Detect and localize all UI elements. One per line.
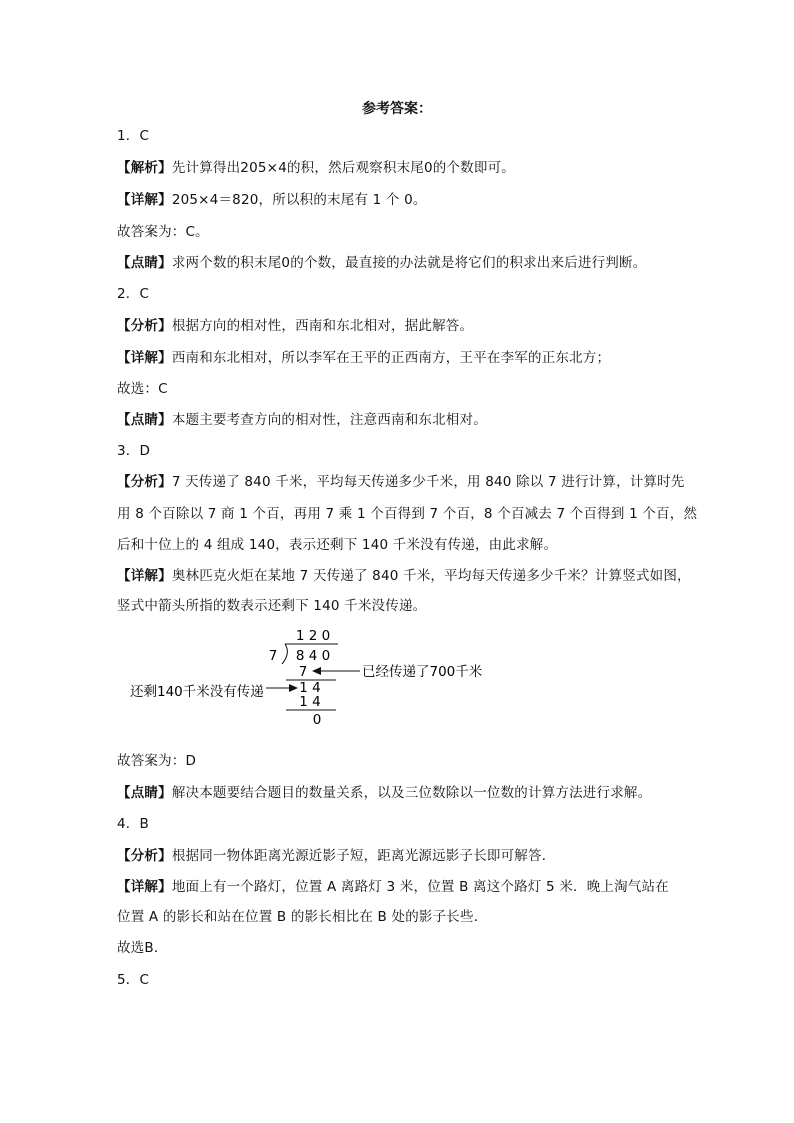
- label-transferred: 已经传递了700千米: [362, 664, 483, 680]
- detail-tag: 【详解】: [117, 879, 172, 895]
- detail-tag: 【详解】: [117, 568, 172, 584]
- q2-comment: [117, 408, 487, 428]
- q2-analysis: [117, 314, 473, 334]
- q3-analysis-line-2: 用 8 个百除以 7 商 1 个百，再用 7 乘 1 个百得到 7 个百，8 个百减去 7 个百得到 1 个百，然: [117, 506, 698, 522]
- step-remainder-14: 1 4: [299, 680, 321, 696]
- q4-number: 4．B: [117, 816, 149, 832]
- page-title: 参考答案：: [362, 101, 432, 117]
- comment-text: 本题主要考查方向的相对性，注意西南和东北相对。: [171, 412, 487, 428]
- analysis-text: 先计算得出205×4的积，然后观察积末尾0的个数即可。: [171, 160, 515, 176]
- analysis-text: 7 天传递了 840 千米，平均每天传递多少千米，用 840 除以 7 进行计算，计算时先: [171, 474, 685, 490]
- q1-analysis: [117, 156, 515, 176]
- q1-detail: [117, 188, 427, 208]
- detail-text: 奥林匹克火炬在某地 7 天传递了 840 千米，平均每天传递多少千米？计算竖式如图，: [171, 568, 691, 584]
- detail-text: 205×4＝820，所以积的末尾有 1 个 0。: [171, 192, 427, 208]
- comment-text: 求两个数的积末尾0的个数，最直接的办法就是将它们的积求出来后进行判断。: [171, 255, 647, 271]
- q4-answer: 故选B．: [117, 940, 168, 956]
- q1-comment: [117, 251, 646, 271]
- q2-number: 2．C: [117, 286, 150, 302]
- comment-tag: 【点睛】: [117, 412, 172, 428]
- q5-number: 5．C: [117, 972, 150, 988]
- q2-detail: [117, 346, 610, 366]
- q3-number: 3．D: [117, 443, 151, 459]
- q4-analysis: [117, 844, 555, 864]
- q3-analysis-line-1: [117, 470, 685, 490]
- dividend: 8 4 0: [295, 648, 331, 664]
- step-subtract-14: 1 4: [299, 694, 321, 710]
- q1-number: 1．C: [117, 128, 150, 144]
- q3-comment: [117, 781, 651, 801]
- quotient: 1 2 0: [295, 628, 331, 644]
- q3-detail-line-2: 竖式中箭头所指的数表示还剩下 140 千米没传递。: [117, 598, 427, 614]
- long-division-figure: [120, 625, 500, 730]
- detail-text: 西南和东北相对，所以李军在王平的正西南方，王平在李军的正东北方；: [171, 350, 611, 366]
- q3-analysis-line-3: 后和十位上的 4 组成 140，表示还剩下 140 千米没有传递，由此求解。: [117, 537, 558, 553]
- detail-text: 地面上有一个路灯，位置 A 离路灯 3 米，位置 B 离这个路灯 5 米．晚上淘气站在: [171, 879, 669, 895]
- analysis-tag: 【解析】: [117, 160, 172, 176]
- comment-tag: 【点睛】: [117, 255, 172, 271]
- arrow-right-head: [312, 667, 321, 675]
- division-bracket: [282, 644, 287, 664]
- q2-answer: 故选：C: [117, 381, 168, 397]
- divisor: 7: [268, 648, 278, 664]
- analysis-tag: 【分析】: [117, 848, 172, 864]
- analysis-tag: 【分析】: [117, 474, 172, 490]
- step-subtract-7: 7: [298, 664, 308, 680]
- comment-text: 解决本题要结合题目的数量关系，以及三位数除以一位数的计算方法进行求解。: [171, 785, 652, 801]
- detail-tag: 【详解】: [117, 350, 172, 366]
- arrow-left-head: [289, 684, 298, 692]
- analysis-text: 根据方向的相对性，西南和东北相对，据此解答。: [171, 318, 474, 334]
- comment-tag: 【点睛】: [117, 785, 172, 801]
- q3-answer: 故答案为：D: [117, 753, 197, 769]
- q4-detail-line-2: 位置 A 的影长和站在位置 B 的影长相比在 B 处的影子长些．: [117, 909, 488, 925]
- final-remainder: 0: [312, 712, 322, 728]
- analysis-tag: 【分析】: [117, 318, 172, 334]
- q1-answer: 故答案为：C。: [117, 224, 209, 240]
- detail-tag: 【详解】: [117, 192, 172, 208]
- q3-detail-line-1: [117, 564, 691, 584]
- analysis-text: 根据同一物体距离光源近影子短，距离光源远影子长即可解答．: [171, 848, 556, 864]
- q4-detail-line-1: [117, 875, 669, 895]
- label-remaining: 还剩140千米没有传递: [130, 684, 264, 700]
